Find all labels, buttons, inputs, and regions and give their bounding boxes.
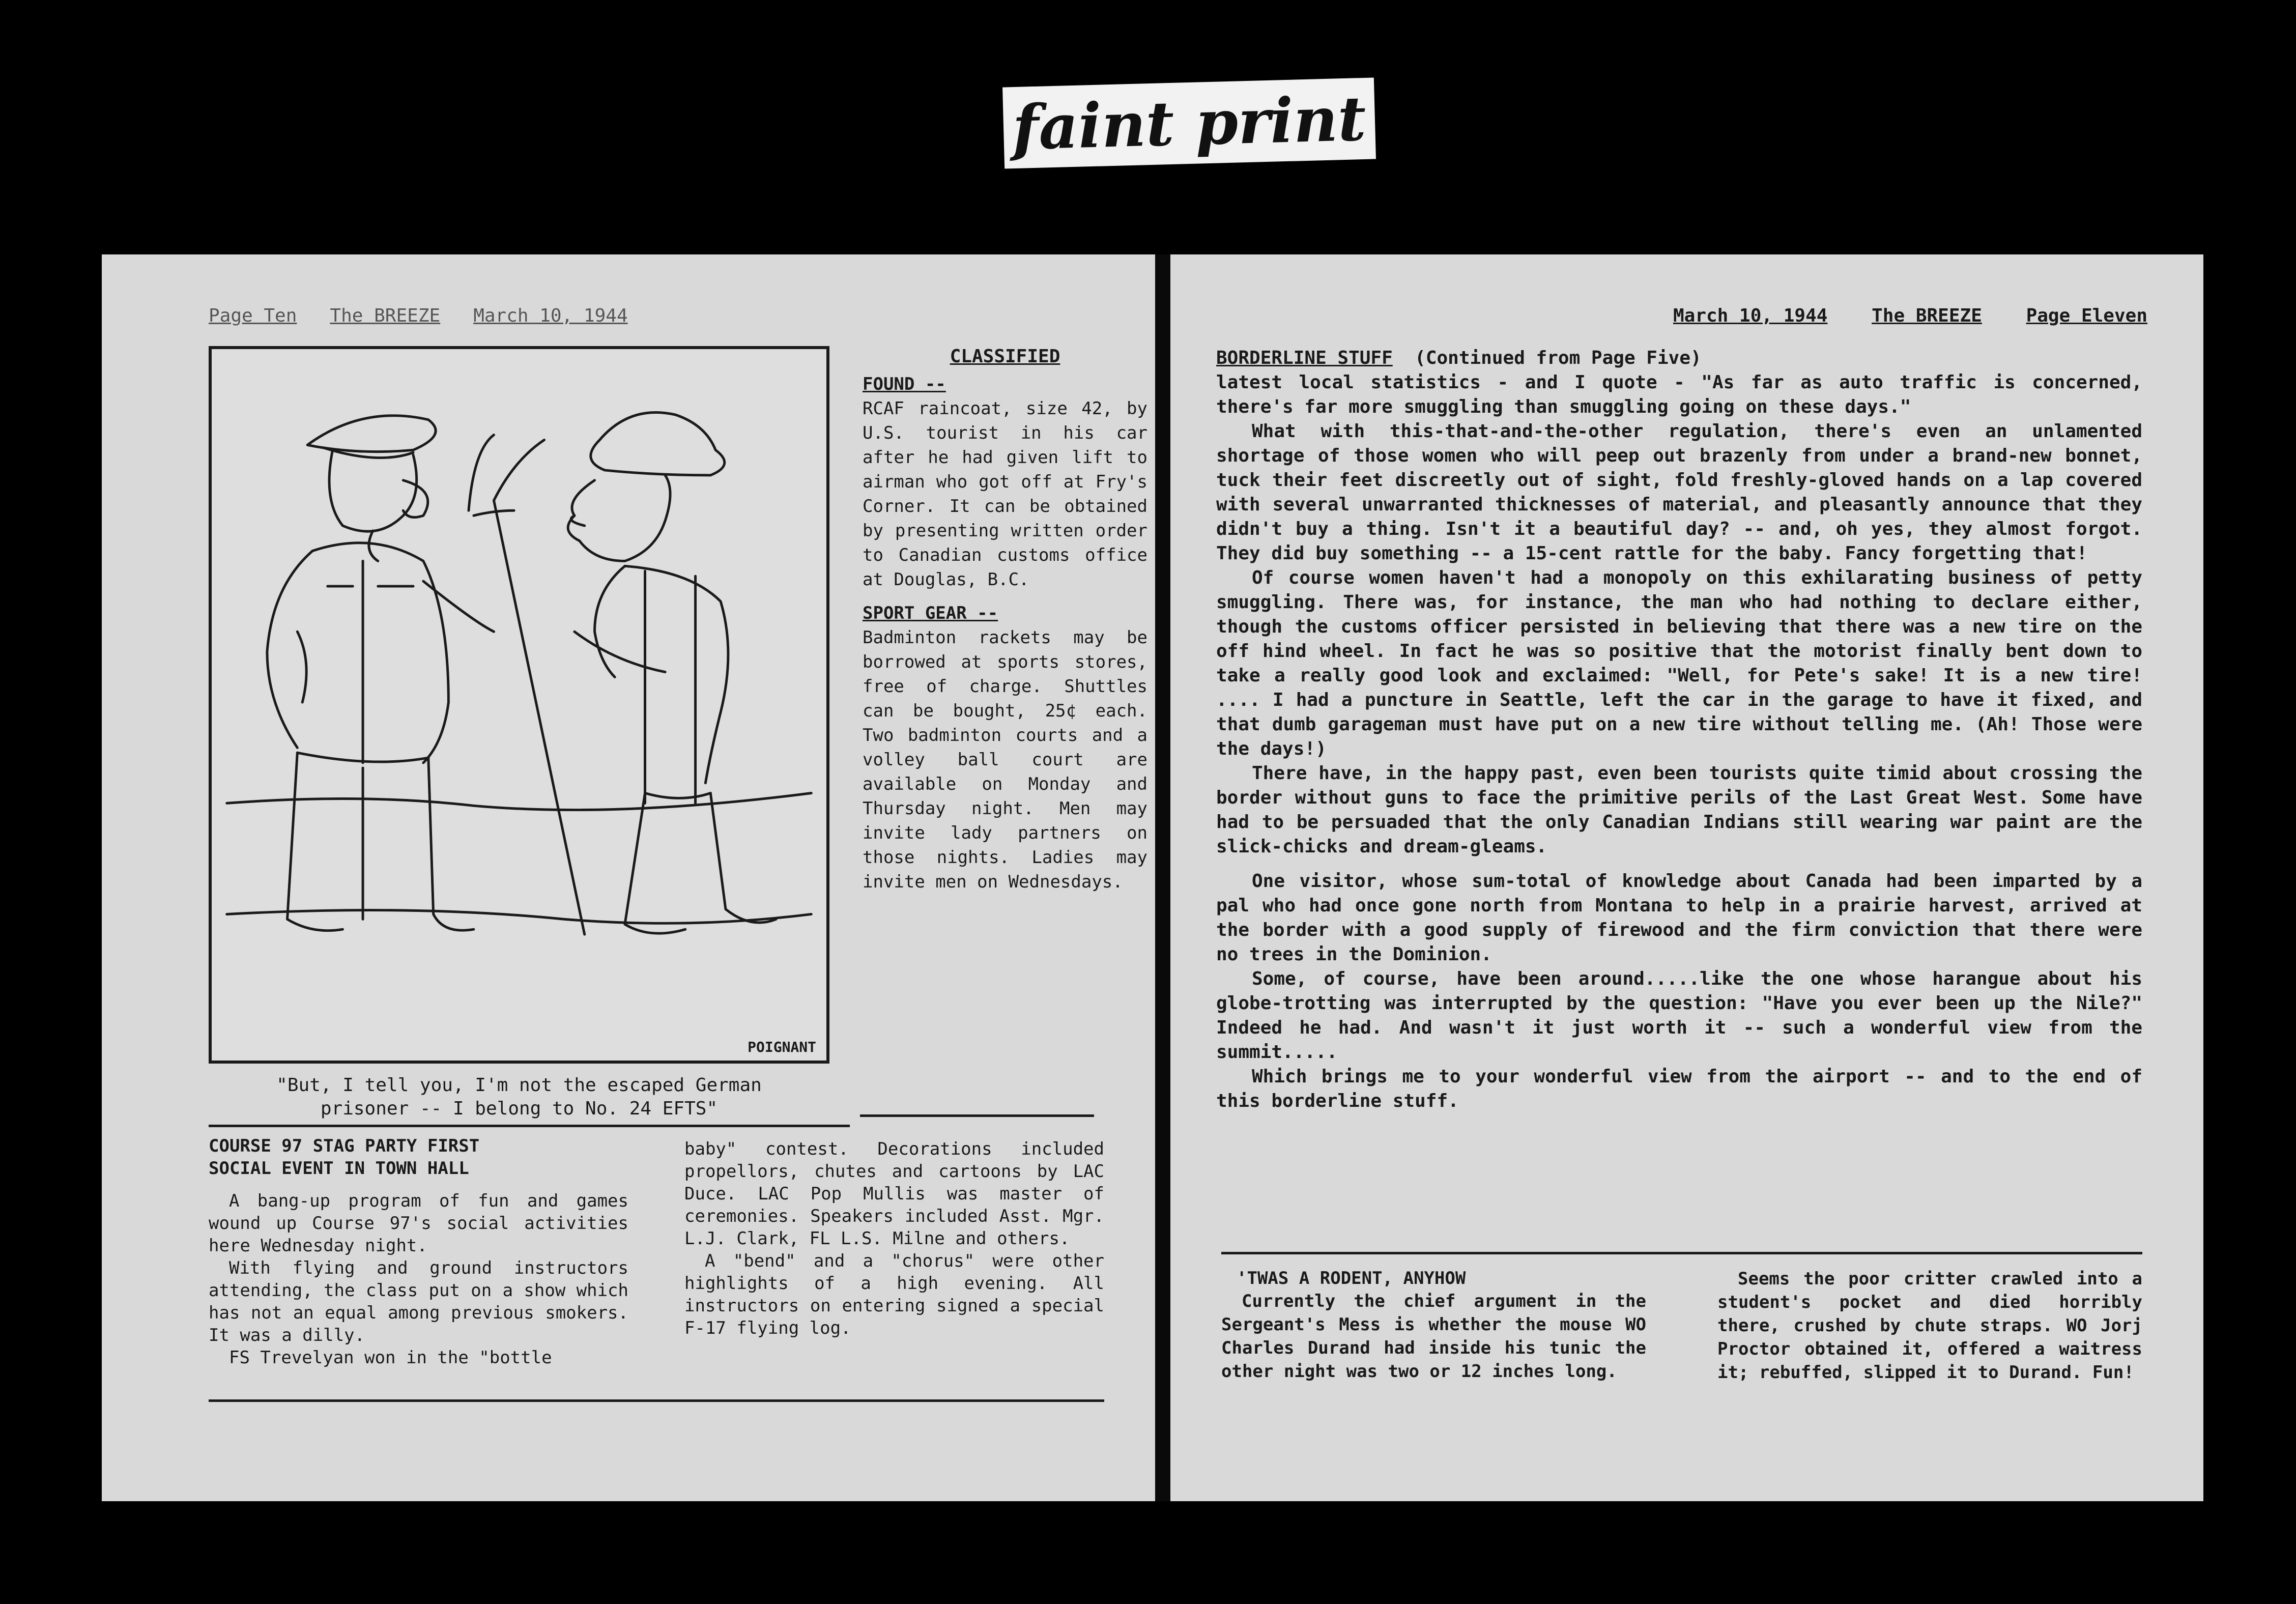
borderline-p7: Which brings me to your wonderful view from the airport -- and to the end of this borderline stuff.: [1216, 1066, 2142, 1111]
found-body: RCAF raincoat, size 42, by U.S. tourist in his car after he had given lift to airman who got off at Fry's Corner. It can be obtained by presenting written order to Canadian customs office at Douglas, B.C.: [863, 398, 1147, 590]
cartoon-caption: [219, 1074, 819, 1121]
classified-section: [863, 346, 1147, 894]
borderline-p5: One visitor, whose sum-total of knowledge about Canada had been imparted by a pal who had once gone north from Montana to help in a prairie harvest, arrived at the border with a good supply of firewood and the firm conviction that there were no trees in the Dominion.: [1216, 871, 2142, 965]
cartoon-illustration: [209, 346, 829, 1064]
borderline-stuff-article: [1216, 346, 2142, 1113]
borderline-p1: latest local statistics - and I quote - "As far as auto traffic is concerned, there's far more smuggling than smuggling going on these days.": [1216, 372, 2142, 417]
cartoon-caption-line1: "But, I tell you, I'm not the escaped German: [276, 1075, 762, 1096]
course-article-p5: A "bend" and a "chorus" were other highlights of a high evening. All instructors on entering signed a special F-17 flying log.: [684, 1251, 1104, 1338]
section-rule: [1221, 1252, 2142, 1254]
course-article-p1: A bang-up program of fun and games wound up Course 97's social activities here Wednesday night.: [209, 1191, 628, 1256]
left-page: [102, 254, 1155, 1501]
right-page-header: [1673, 305, 2147, 326]
rodent-col1: Currently the chief argument in the Sergeant's Mess is whether the mouse WO Charles Durand had inside his tunic the other night was two or 12 inches long.: [1221, 1291, 1646, 1382]
found-heading: FOUND --: [863, 374, 946, 394]
left-page-header: [209, 305, 628, 326]
left-page-number: Page Ten: [209, 305, 297, 326]
borderline-continued: (Continued from Page Five): [1415, 348, 1702, 368]
classified-title: CLASSIFIED: [950, 346, 1060, 367]
rodent-article: [1221, 1267, 2142, 1384]
rodent-col2: Seems the poor critter crawled into a student's pocket and died horribly there, crushed by chute straps. WO Jorj Proctor obtained it, offered a waitress it; rebuffed, slipped it to Durand. Fun!: [1717, 1269, 2142, 1383]
course-article-p4: baby" contest. Decorations included propellors, chutes and cartoons by LAC Duce. LAC Pop Mullis was master of ceremonies. Speakers included Asst. Mgr. L.J. Clark, FL L.S. Milne and others.: [684, 1139, 1104, 1249]
course-article-p2: With flying and ground instructors attending, the class put on a show which has not an equal among previous smokers. It was a dilly.: [209, 1258, 628, 1345]
faint-print-label: faint print: [1002, 77, 1376, 168]
left-paper-name: The BREEZE: [330, 305, 441, 326]
course-97-article: [209, 1135, 1104, 1369]
borderline-p4: There have, in the happy past, even been tourists quite timid about crossing the border without guns to face the primitive perils of the Last Great West. Some have had to be persuaded that the only Canadian Indians still wearing war paint are the slick-chicks and dream-gleams.: [1216, 763, 2142, 857]
page-bottom-rule: [209, 1399, 1104, 1402]
right-issue-date: March 10, 1944: [1673, 305, 1828, 326]
sport-gear-heading: SPORT GEAR --: [863, 603, 998, 623]
borderline-p2: What with this-that-and-the-other regulation, there's even an unlamented shortage of those women who will peep out brazenly from under a brand-new bonnet, tuck their feet discreetly out of sight, fold freshly-gloved hands on a lap covered with several unwarranted thicknesses of material, and pleasantly announce that they didn't buy a thing. Isn't it a beautiful day? -- and, oh yes, they almost forgot. They did buy something -- a 15-cent rattle for the baby. Fancy forgetting that!: [1216, 421, 2142, 564]
page-divider: [1155, 254, 1170, 1501]
left-issue-date: March 10, 1944: [473, 305, 628, 326]
cartoon-drawing: [212, 349, 826, 1061]
course-article-headline-1: COURSE 97 STAG PARTY FIRST: [209, 1136, 480, 1156]
sport-gear-body: Badminton rackets may be borrowed at sports stores, free of charge. Shuttles can be bought, 25¢ each. Two badminton courts and a volley ball court are available on Monday and Thursday night. Men may invite lady partners on those nights. Ladies may invite men on Wednesdays.: [863, 627, 1147, 892]
cartoon-signature: POIGNANT: [748, 1039, 816, 1055]
right-page-number: Page Eleven: [2026, 305, 2147, 326]
course-article-p3: FS Trevelyan won in the "bottle: [229, 1348, 552, 1368]
course-article-headline-2: SOCIAL EVENT IN TOWN HALL: [209, 1158, 469, 1179]
right-page: [1170, 254, 2203, 1501]
section-rule: [209, 1125, 850, 1127]
borderline-p6: Some, of course, have been around.....like the one whose harangue about his globe-trotting was interrupted by the question: "Have you ever been up the Nile?" Indeed he had. And wasn't it just worth it -- such a wonderful view from the summit.....: [1216, 968, 2142, 1063]
borderline-p3: Of course women haven't had a monopoly on this exhilarating business of petty smuggling. There was, for instance, the man who had nothing to declare either, though the customs officer persisted in believing that there was a new tire on the off hind wheel. In fact he was so positive that the motorist finally bent down to take a really good look and exclaimed: "Well, for Pete's sake! It is a new tire! .... I had a puncture in Seattle, left the car in the garage to have it fixed, and that dumb garageman must have put on a new tire without telling me. (Ah! Those were the days!): [1216, 567, 2142, 759]
classified-end-rule: [860, 1114, 1094, 1117]
rodent-headline: 'TWAS A RODENT, ANYHOW: [1237, 1268, 1466, 1288]
right-paper-name: The BREEZE: [1872, 305, 1982, 326]
borderline-title: BORDERLINE STUFF: [1216, 348, 1393, 368]
cartoon-caption-line2: prisoner -- I belong to No. 24 EFTS": [320, 1098, 718, 1119]
